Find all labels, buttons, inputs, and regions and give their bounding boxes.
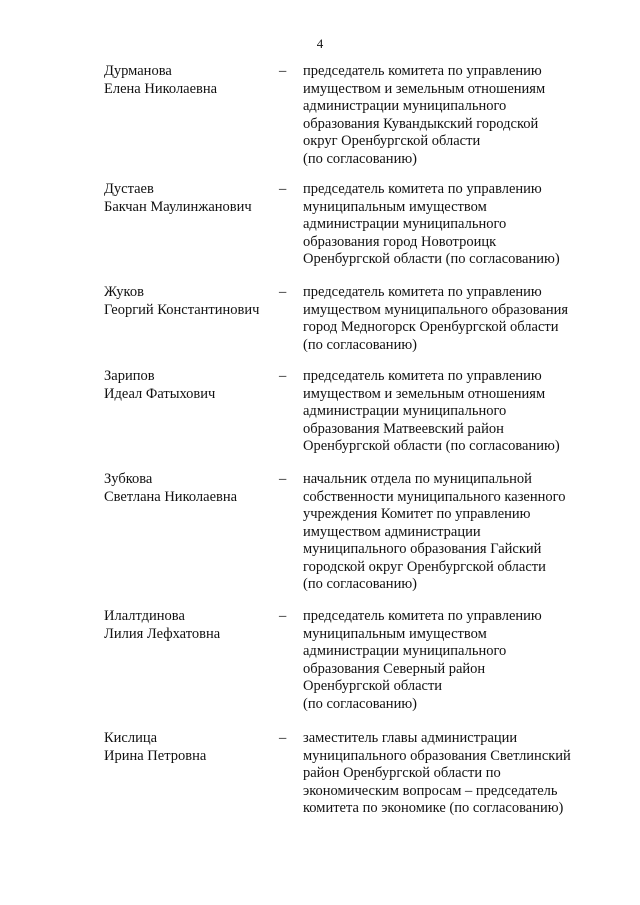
member-role: председатель комитета по управлению имуществом и земельным отношениям администрации муниципального образования Матвеевский район Оренбургской области (по согласованию): [303, 368, 560, 454]
page-number: 4: [316, 36, 324, 51]
member-name: [104, 368, 274, 403]
member-given-names: Елена Николаевна: [104, 80, 218, 97]
member-role: председатель комитета по управлению муниципальным имуществом администрации муниципального образования город Новотроицк Оренбургской области (по согласованию): [303, 181, 560, 267]
member-name: [104, 471, 274, 506]
member-name: [104, 730, 274, 765]
member-given-names: Бакчан Маулинжанович: [104, 198, 252, 215]
member-role: начальник отдела по муниципальной собственности муниципального казенного учреждения Комитет по управлению имуществом администрации муниципального образования Гайский городской округ Оренбургской области (по согласованию): [303, 471, 566, 592]
member-given-names: Лилия Лефхатовна: [104, 625, 221, 642]
member-surname: Дустаев: [104, 181, 154, 197]
member-role: заместитель главы администрации муниципального образования Светлинский район Оренбургской области по экономическим вопросам – председатель комитета по экономике (по согласованию): [303, 730, 571, 816]
member-name: [104, 63, 274, 98]
member-name: [104, 284, 274, 319]
member-role: председатель комитета по управлению имуществом и земельным отношениям администрации муниципального образования Кувандыкский городской округ Оренбургской области (по согласованию): [303, 63, 546, 167]
separator-dash: –: [279, 368, 287, 384]
member-role: председатель комитета по управлению муниципальным имуществом администрации муниципального образования Северный район Оренбургской области (по согласованию): [303, 608, 542, 712]
member-role: председатель комитета по управлению имуществом муниципального образования город Медногорск Оренбургской области (по согласованию): [303, 284, 569, 353]
member-surname: Кислица: [104, 730, 158, 746]
member-surname: Дурманова: [104, 63, 172, 79]
member-name: [104, 608, 274, 643]
member-given-names: Светлана Николаевна: [104, 488, 238, 505]
separator-dash: –: [279, 63, 287, 79]
separator-dash: –: [279, 181, 287, 197]
member-surname: Илалтдинова: [104, 608, 185, 624]
separator-dash: –: [279, 730, 287, 746]
member-given-names: Георгий Константинович: [104, 301, 260, 318]
member-name: [104, 181, 274, 216]
separator-dash: –: [279, 471, 287, 487]
member-surname: Жуков: [104, 284, 144, 300]
member-given-names: Идеал Фатыхович: [104, 385, 216, 402]
member-surname: Зубкова: [104, 471, 153, 487]
member-given-names: Ирина Петровна: [104, 747, 207, 764]
member-surname: Зарипов: [104, 368, 155, 384]
separator-dash: –: [279, 608, 287, 624]
separator-dash: –: [279, 284, 287, 300]
